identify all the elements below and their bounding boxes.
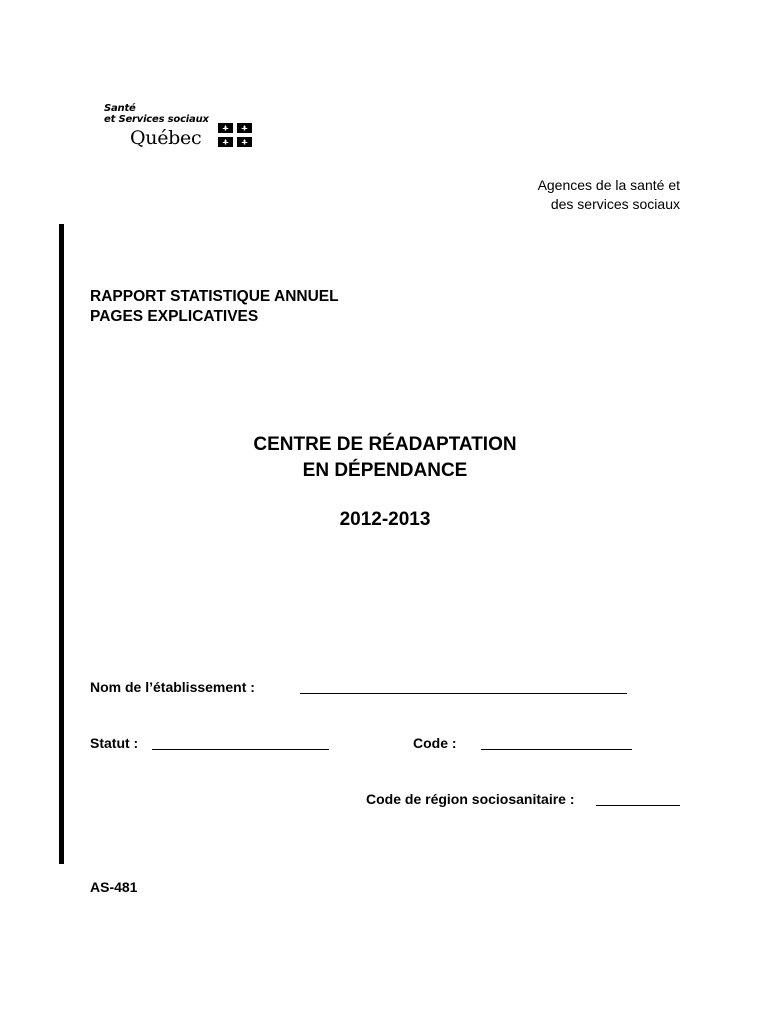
centre-title-line-2: EN DÉPENDANCE <box>302 460 468 481</box>
report-title <box>90 287 339 327</box>
agency-line-1: Agences de la santé et <box>537 177 680 193</box>
code-label: Code : <box>413 735 457 751</box>
status-label: Statut : <box>90 735 139 751</box>
region-code-field[interactable] <box>596 805 680 806</box>
agency-line-2: des services sociaux <box>550 196 680 212</box>
centre-title-line-1: CENTRE DE RÉADAPTATION <box>253 434 517 455</box>
logo-line-services: et Services sociaux <box>104 114 209 125</box>
code-field[interactable] <box>481 749 632 750</box>
establishment-label: Nom de l’établissement : <box>90 679 255 695</box>
establishment-field[interactable] <box>300 693 627 694</box>
logo-line-sante: Santé <box>104 103 136 114</box>
report-title-line-2: PAGES EXPLICATIVES <box>90 308 259 325</box>
quebec-logo <box>104 103 254 151</box>
quebec-flag-icon <box>218 123 252 147</box>
region-code-label: Code de région sociosanitaire : <box>366 791 575 807</box>
agency-heading <box>538 176 680 214</box>
report-year: 2012-2013 <box>339 509 431 530</box>
report-title-line-1: RAPPORT STATISTIQUE ANNUEL <box>90 288 339 305</box>
centre-title <box>190 432 580 484</box>
status-field[interactable] <box>152 749 329 750</box>
left-margin-bar <box>59 224 64 864</box>
logo-province: Québec <box>130 127 202 149</box>
form-code: AS-481 <box>90 879 138 895</box>
